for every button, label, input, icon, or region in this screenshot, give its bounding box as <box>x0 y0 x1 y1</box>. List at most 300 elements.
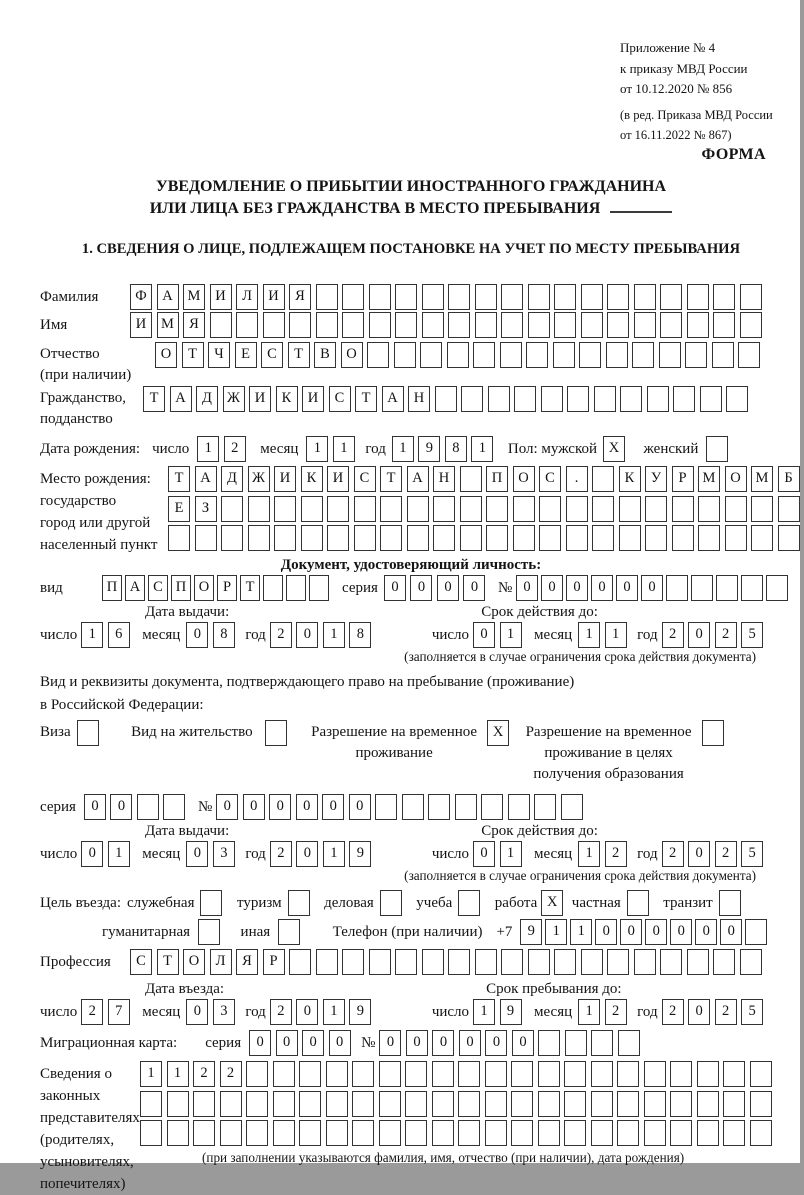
char-cell[interactable] <box>420 342 442 368</box>
char-cell[interactable]: С <box>539 466 561 492</box>
char-cell[interactable]: 0 <box>296 622 318 648</box>
char-cell[interactable] <box>660 312 682 338</box>
char-cell[interactable]: С <box>354 466 376 492</box>
char-cell[interactable] <box>617 1091 639 1117</box>
char-cell[interactable] <box>565 1030 587 1056</box>
char-cell[interactable]: 0 <box>595 919 617 945</box>
char-cell[interactable] <box>511 1061 533 1087</box>
representatives-row3-cells[interactable] <box>140 1120 776 1146</box>
char-cell[interactable]: 0 <box>329 1030 351 1056</box>
char-cell[interactable] <box>725 525 747 551</box>
char-cell[interactable]: 5 <box>741 622 763 648</box>
char-cell[interactable]: Т <box>380 466 402 492</box>
char-cell[interactable] <box>538 1120 560 1146</box>
char-cell[interactable] <box>591 1091 613 1117</box>
char-cell[interactable]: Я <box>236 949 258 975</box>
char-cell[interactable] <box>632 342 654 368</box>
char-cell[interactable] <box>458 1061 480 1087</box>
doc-series-cells[interactable] <box>384 575 490 601</box>
char-cell[interactable] <box>246 1120 268 1146</box>
char-cell[interactable] <box>433 525 455 551</box>
char-cell[interactable] <box>566 525 588 551</box>
char-cell[interactable] <box>485 1061 507 1087</box>
birth-year-cells[interactable] <box>392 436 498 462</box>
char-cell[interactable] <box>246 1061 268 1087</box>
citizenship-cells[interactable] <box>143 386 753 412</box>
char-cell[interactable] <box>301 496 323 522</box>
char-cell[interactable]: 0 <box>512 1030 534 1056</box>
char-cell[interactable] <box>299 1091 321 1117</box>
checkbox-cell[interactable] <box>719 890 741 916</box>
char-cell[interactable] <box>369 949 391 975</box>
char-cell[interactable]: 0 <box>322 794 344 820</box>
surname-cells[interactable] <box>130 284 766 310</box>
char-cell[interactable]: 1 <box>500 622 522 648</box>
char-cell[interactable]: 1 <box>570 919 592 945</box>
identity-issue-day-cells[interactable] <box>81 622 134 648</box>
char-cell[interactable] <box>647 386 669 412</box>
char-cell[interactable]: 0 <box>432 1030 454 1056</box>
char-cell[interactable] <box>700 386 722 412</box>
char-cell[interactable]: 0 <box>81 841 103 867</box>
char-cell[interactable]: П <box>171 575 191 601</box>
representatives-row2-cells[interactable] <box>140 1091 776 1117</box>
char-cell[interactable]: З <box>195 496 217 522</box>
char-cell[interactable]: 1 <box>392 436 414 462</box>
char-cell[interactable]: 0 <box>243 794 265 820</box>
char-cell[interactable] <box>644 1091 666 1117</box>
char-cell[interactable] <box>541 386 563 412</box>
char-cell[interactable] <box>501 312 523 338</box>
checkbox-cell[interactable] <box>702 720 724 746</box>
char-cell[interactable] <box>435 386 457 412</box>
char-cell[interactable] <box>248 496 270 522</box>
char-cell[interactable]: Ф <box>130 284 152 310</box>
char-cell[interactable] <box>475 312 497 338</box>
stay-day-cells[interactable] <box>473 999 526 1025</box>
char-cell[interactable] <box>687 284 709 310</box>
char-cell[interactable]: 2 <box>605 999 627 1025</box>
char-cell[interactable]: Е <box>168 496 190 522</box>
char-cell[interactable] <box>486 525 508 551</box>
char-cell[interactable]: 1 <box>500 841 522 867</box>
char-cell[interactable] <box>554 284 576 310</box>
char-cell[interactable]: 0 <box>591 575 613 601</box>
char-cell[interactable] <box>672 525 694 551</box>
birth-place-row3-cells[interactable] <box>168 525 804 551</box>
char-cell[interactable]: 9 <box>349 999 371 1025</box>
char-cell[interactable]: Е <box>235 342 257 368</box>
char-cell[interactable] <box>740 949 762 975</box>
char-cell[interactable] <box>697 1061 719 1087</box>
char-cell[interactable] <box>137 794 159 820</box>
char-cell[interactable] <box>685 342 707 368</box>
char-cell[interactable] <box>634 284 656 310</box>
char-cell[interactable] <box>539 496 561 522</box>
patronymic-cells[interactable] <box>155 342 765 368</box>
identity-valid-year-cells[interactable] <box>662 622 768 648</box>
name-cells[interactable] <box>130 312 766 338</box>
char-cell[interactable]: 9 <box>520 919 542 945</box>
char-cell[interactable]: 1 <box>81 622 103 648</box>
doc-number-cells[interactable] <box>516 575 791 601</box>
char-cell[interactable]: 3 <box>213 999 235 1025</box>
char-cell[interactable]: О <box>725 466 747 492</box>
char-cell[interactable] <box>352 1061 374 1087</box>
char-cell[interactable] <box>286 575 306 601</box>
char-cell[interactable]: Я <box>289 284 311 310</box>
char-cell[interactable] <box>460 496 482 522</box>
char-cell[interactable]: 2 <box>81 999 103 1025</box>
char-cell[interactable] <box>591 1030 613 1056</box>
char-cell[interactable] <box>248 525 270 551</box>
residence-valid-year-cells[interactable] <box>662 841 768 867</box>
char-cell[interactable]: О <box>513 466 535 492</box>
char-cell[interactable] <box>645 496 667 522</box>
char-cell[interactable]: 2 <box>270 622 292 648</box>
char-cell[interactable] <box>634 949 656 975</box>
char-cell[interactable] <box>193 1120 215 1146</box>
char-cell[interactable] <box>644 1061 666 1087</box>
char-cell[interactable] <box>379 1061 401 1087</box>
char-cell[interactable]: 7 <box>108 999 130 1025</box>
char-cell[interactable] <box>447 342 469 368</box>
char-cell[interactable] <box>461 386 483 412</box>
char-cell[interactable] <box>352 1091 374 1117</box>
char-cell[interactable]: 0 <box>410 575 432 601</box>
residence-valid-day-cells[interactable] <box>473 841 526 867</box>
char-cell[interactable] <box>299 1061 321 1087</box>
char-cell[interactable] <box>581 312 603 338</box>
char-cell[interactable] <box>432 1120 454 1146</box>
char-cell[interactable] <box>750 1120 772 1146</box>
char-cell[interactable] <box>751 496 773 522</box>
entry-month-cells[interactable] <box>186 999 239 1025</box>
char-cell[interactable] <box>687 949 709 975</box>
residence-valid-month-cells[interactable] <box>578 841 631 867</box>
entry-year-cells[interactable] <box>270 999 376 1025</box>
char-cell[interactable]: 2 <box>662 841 684 867</box>
char-cell[interactable] <box>511 1091 533 1117</box>
char-cell[interactable] <box>326 1120 348 1146</box>
char-cell[interactable] <box>273 1120 295 1146</box>
char-cell[interactable] <box>591 1120 613 1146</box>
char-cell[interactable] <box>564 1061 586 1087</box>
char-cell[interactable] <box>644 1120 666 1146</box>
char-cell[interactable]: М <box>183 284 205 310</box>
char-cell[interactable]: А <box>407 466 429 492</box>
char-cell[interactable]: 2 <box>715 841 737 867</box>
char-cell[interactable] <box>220 1120 242 1146</box>
char-cell[interactable] <box>713 312 735 338</box>
char-cell[interactable]: И <box>302 386 324 412</box>
char-cell[interactable]: 9 <box>418 436 440 462</box>
char-cell[interactable] <box>592 525 614 551</box>
char-cell[interactable] <box>402 794 424 820</box>
char-cell[interactable] <box>210 312 232 338</box>
char-cell[interactable]: 1 <box>108 841 130 867</box>
char-cell[interactable] <box>473 342 495 368</box>
char-cell[interactable]: Т <box>168 466 190 492</box>
char-cell[interactable] <box>592 496 614 522</box>
checkbox-cell[interactable] <box>380 890 402 916</box>
char-cell[interactable]: 0 <box>688 999 710 1025</box>
char-cell[interactable]: 2 <box>270 999 292 1025</box>
char-cell[interactable] <box>405 1061 427 1087</box>
char-cell[interactable] <box>579 342 601 368</box>
char-cell[interactable] <box>221 496 243 522</box>
checkbox-cell[interactable] <box>198 919 220 945</box>
char-cell[interactable] <box>455 794 477 820</box>
char-cell[interactable] <box>375 794 397 820</box>
checkbox-cell[interactable]: X <box>541 890 563 916</box>
char-cell[interactable]: 0 <box>186 841 208 867</box>
char-cell[interactable]: К <box>301 466 323 492</box>
char-cell[interactable] <box>619 525 641 551</box>
char-cell[interactable] <box>428 794 450 820</box>
char-cell[interactable] <box>485 1091 507 1117</box>
char-cell[interactable] <box>725 496 747 522</box>
char-cell[interactable]: 1 <box>167 1061 189 1087</box>
char-cell[interactable] <box>581 949 603 975</box>
purpose-transit-checkbox[interactable] <box>719 890 746 916</box>
temp-residence-edu-checkbox[interactable] <box>702 720 729 746</box>
checkbox-cell[interactable]: X <box>603 436 625 462</box>
char-cell[interactable] <box>485 1120 507 1146</box>
checkbox-cell[interactable] <box>200 890 222 916</box>
char-cell[interactable]: Д <box>196 386 218 412</box>
char-cell[interactable]: 0 <box>186 999 208 1025</box>
char-cell[interactable]: Л <box>210 949 232 975</box>
char-cell[interactable]: С <box>329 386 351 412</box>
char-cell[interactable] <box>534 794 556 820</box>
char-cell[interactable]: 9 <box>349 841 371 867</box>
char-cell[interactable] <box>511 1120 533 1146</box>
char-cell[interactable]: 2 <box>715 999 737 1025</box>
char-cell[interactable] <box>564 1120 586 1146</box>
char-cell[interactable] <box>367 342 389 368</box>
char-cell[interactable]: Р <box>672 466 694 492</box>
gender-female-checkbox[interactable] <box>706 436 733 462</box>
char-cell[interactable]: 0 <box>296 841 318 867</box>
char-cell[interactable]: Т <box>182 342 204 368</box>
char-cell[interactable] <box>666 575 688 601</box>
char-cell[interactable] <box>751 525 773 551</box>
char-cell[interactable]: 0 <box>485 1030 507 1056</box>
entry-day-cells[interactable] <box>81 999 134 1025</box>
char-cell[interactable]: О <box>194 575 214 601</box>
char-cell[interactable] <box>274 525 296 551</box>
stay-year-cells[interactable] <box>662 999 768 1025</box>
char-cell[interactable] <box>327 525 349 551</box>
char-cell[interactable] <box>316 949 338 975</box>
char-cell[interactable]: И <box>249 386 271 412</box>
char-cell[interactable]: Ж <box>223 386 245 412</box>
char-cell[interactable]: 2 <box>224 436 246 462</box>
char-cell[interactable] <box>273 1091 295 1117</box>
char-cell[interactable]: 0 <box>670 919 692 945</box>
char-cell[interactable]: У <box>645 466 667 492</box>
char-cell[interactable]: 0 <box>276 1030 298 1056</box>
char-cell[interactable]: 1 <box>197 436 219 462</box>
char-cell[interactable] <box>475 949 497 975</box>
char-cell[interactable]: Р <box>263 949 285 975</box>
checkbox-cell[interactable] <box>458 890 480 916</box>
char-cell[interactable] <box>740 284 762 310</box>
identity-issue-month-cells[interactable] <box>186 622 239 648</box>
char-cell[interactable] <box>554 949 576 975</box>
char-cell[interactable]: 0 <box>296 999 318 1025</box>
char-cell[interactable] <box>778 496 800 522</box>
char-cell[interactable]: 0 <box>437 575 459 601</box>
char-cell[interactable] <box>607 284 629 310</box>
char-cell[interactable] <box>407 525 429 551</box>
char-cell[interactable] <box>698 496 720 522</box>
char-cell[interactable]: 0 <box>296 794 318 820</box>
char-cell[interactable] <box>289 949 311 975</box>
char-cell[interactable] <box>407 496 429 522</box>
char-cell[interactable] <box>554 312 576 338</box>
char-cell[interactable]: Н <box>433 466 455 492</box>
char-cell[interactable] <box>778 525 800 551</box>
char-cell[interactable] <box>634 312 656 338</box>
temp-residence-checkbox[interactable] <box>487 720 514 746</box>
char-cell[interactable]: 0 <box>186 622 208 648</box>
char-cell[interactable] <box>594 386 616 412</box>
checkbox-cell[interactable] <box>706 436 728 462</box>
char-cell[interactable]: 0 <box>249 1030 271 1056</box>
char-cell[interactable]: 0 <box>302 1030 324 1056</box>
char-cell[interactable] <box>167 1120 189 1146</box>
visa-checkbox[interactable] <box>77 720 104 746</box>
char-cell[interactable]: А <box>195 466 217 492</box>
char-cell[interactable]: 5 <box>741 999 763 1025</box>
char-cell[interactable]: И <box>130 312 152 338</box>
char-cell[interactable] <box>670 1061 692 1087</box>
char-cell[interactable]: Т <box>157 949 179 975</box>
char-cell[interactable]: 0 <box>516 575 538 601</box>
char-cell[interactable] <box>539 525 561 551</box>
char-cell[interactable] <box>672 496 694 522</box>
char-cell[interactable] <box>289 312 311 338</box>
char-cell[interactable] <box>620 386 642 412</box>
char-cell[interactable] <box>645 525 667 551</box>
char-cell[interactable]: 2 <box>662 622 684 648</box>
purpose-private-checkbox[interactable] <box>627 890 654 916</box>
char-cell[interactable]: О <box>155 342 177 368</box>
char-cell[interactable] <box>740 312 762 338</box>
char-cell[interactable] <box>380 525 402 551</box>
char-cell[interactable] <box>379 1120 401 1146</box>
char-cell[interactable]: И <box>274 466 296 492</box>
char-cell[interactable] <box>538 1030 560 1056</box>
char-cell[interactable] <box>263 312 285 338</box>
char-cell[interactable]: К <box>276 386 298 412</box>
char-cell[interactable]: М <box>157 312 179 338</box>
char-cell[interactable] <box>564 1091 586 1117</box>
char-cell[interactable]: 0 <box>688 622 710 648</box>
char-cell[interactable] <box>316 284 338 310</box>
char-cell[interactable] <box>326 1061 348 1087</box>
checkbox-cell[interactable] <box>627 890 649 916</box>
char-cell[interactable]: Б <box>778 466 800 492</box>
char-cell[interactable] <box>712 342 734 368</box>
checkbox-cell[interactable] <box>278 919 300 945</box>
char-cell[interactable] <box>745 919 767 945</box>
char-cell[interactable] <box>659 342 681 368</box>
char-cell[interactable] <box>713 949 735 975</box>
char-cell[interactable]: 8 <box>349 622 371 648</box>
char-cell[interactable]: 1 <box>545 919 567 945</box>
char-cell[interactable] <box>670 1120 692 1146</box>
char-cell[interactable] <box>513 525 535 551</box>
char-cell[interactable] <box>221 525 243 551</box>
char-cell[interactable]: 0 <box>720 919 742 945</box>
char-cell[interactable]: 0 <box>384 575 406 601</box>
char-cell[interactable] <box>316 312 338 338</box>
migration-number-cells[interactable] <box>379 1030 644 1056</box>
char-cell[interactable] <box>168 525 190 551</box>
char-cell[interactable] <box>592 466 614 492</box>
residence-issue-month-cells[interactable] <box>186 841 239 867</box>
char-cell[interactable] <box>422 284 444 310</box>
char-cell[interactable] <box>528 312 550 338</box>
checkbox-cell[interactable] <box>265 720 287 746</box>
char-cell[interactable]: П <box>102 575 122 601</box>
migration-series-cells[interactable] <box>249 1030 355 1056</box>
char-cell[interactable] <box>750 1091 772 1117</box>
char-cell[interactable] <box>448 949 470 975</box>
identity-issue-year-cells[interactable] <box>270 622 376 648</box>
char-cell[interactable]: 1 <box>473 999 495 1025</box>
char-cell[interactable]: А <box>382 386 404 412</box>
char-cell[interactable]: М <box>698 466 720 492</box>
char-cell[interactable] <box>528 284 550 310</box>
char-cell[interactable] <box>500 342 522 368</box>
char-cell[interactable]: 1 <box>578 622 600 648</box>
residence-issue-year-cells[interactable] <box>270 841 376 867</box>
char-cell[interactable] <box>481 794 503 820</box>
char-cell[interactable]: 2 <box>220 1061 242 1087</box>
char-cell[interactable] <box>528 949 550 975</box>
char-cell[interactable]: К <box>619 466 641 492</box>
char-cell[interactable] <box>395 284 417 310</box>
char-cell[interactable]: 0 <box>216 794 238 820</box>
char-cell[interactable] <box>698 525 720 551</box>
char-cell[interactable]: 0 <box>379 1030 401 1056</box>
char-cell[interactable] <box>342 312 364 338</box>
identity-valid-month-cells[interactable] <box>578 622 631 648</box>
purpose-tourism-checkbox[interactable] <box>288 890 315 916</box>
char-cell[interactable]: П <box>486 466 508 492</box>
char-cell[interactable] <box>394 342 416 368</box>
char-cell[interactable]: 8 <box>445 436 467 462</box>
char-cell[interactable] <box>723 1061 745 1087</box>
char-cell[interactable] <box>697 1091 719 1117</box>
char-cell[interactable] <box>326 1091 348 1117</box>
char-cell[interactable] <box>673 386 695 412</box>
char-cell[interactable]: 1 <box>323 622 345 648</box>
char-cell[interactable]: 2 <box>662 999 684 1025</box>
stay-month-cells[interactable] <box>578 999 631 1025</box>
char-cell[interactable]: 1 <box>333 436 355 462</box>
char-cell[interactable] <box>342 949 364 975</box>
char-cell[interactable]: 3 <box>213 841 235 867</box>
char-cell[interactable] <box>486 496 508 522</box>
char-cell[interactable] <box>460 466 482 492</box>
profession-cells[interactable] <box>130 949 766 975</box>
char-cell[interactable] <box>607 949 629 975</box>
